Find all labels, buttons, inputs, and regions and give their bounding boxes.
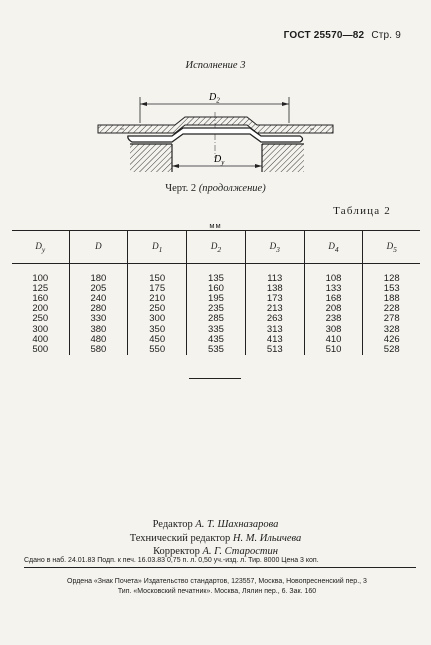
table-cell: 113	[245, 264, 304, 285]
table-cell: 413	[245, 335, 304, 345]
table-cell: 200	[32, 303, 49, 315]
printshop-line: Тип. «Московский печатник». Москва, Лялин пер., 6. Зак. 160	[117, 587, 317, 595]
table-cell: 380	[69, 324, 128, 334]
table-cell: 133	[304, 284, 363, 294]
gasket-section	[98, 117, 333, 142]
table-cell: 535	[187, 345, 246, 355]
page-header	[284, 30, 401, 41]
table-cell: 300	[128, 314, 187, 324]
credit-tech-editor: Технический редактор Н. М. Ильичева	[129, 532, 302, 544]
table-cell: 513	[245, 345, 304, 355]
credit-corrector: Корректор А. Г. Старостин	[153, 546, 278, 557]
table-cell: 168	[304, 294, 363, 304]
table-cell: 235	[187, 304, 246, 314]
table-cell: 308	[304, 324, 363, 334]
imprint-line: Сдано в наб. 24.01.83 Подп. к печ. 16.03.83 0,75 п. л. 0,50 уч.-изд. л. Тир. 8000 Цена 3 коп.	[24, 557, 416, 568]
table-cell: 510	[304, 345, 363, 355]
col-header: D	[69, 231, 128, 264]
table-cell: 160	[187, 284, 246, 294]
dimensions-table	[12, 230, 420, 355]
table-header-row	[12, 231, 420, 264]
table-cell: 180	[69, 264, 128, 285]
table-cell: 228	[363, 304, 420, 314]
table-cell: 263	[245, 314, 304, 324]
table-cell: 175	[128, 284, 187, 294]
table-cell: 250	[128, 304, 187, 314]
table-cell: 205	[69, 284, 128, 294]
table-cell: 285	[187, 314, 246, 324]
table-cell: 335	[187, 324, 246, 334]
table-cell: 108	[304, 264, 363, 285]
col-header: $D_1$	[128, 231, 187, 264]
table-cell: 213	[245, 304, 304, 314]
table-cell: 426	[363, 335, 420, 345]
table-cell: 208	[304, 304, 363, 314]
publisher-line: Ордена «Знак Почета» Издательство стандартов, 123557, Москва, Новопресненский пер., 3	[67, 578, 367, 585]
flange-drawing	[0, 78, 431, 180]
table-cell: 410	[304, 335, 363, 345]
table-cell: 580	[69, 345, 128, 355]
table-cell: 300	[32, 323, 49, 335]
table-title: Таблица 2	[333, 205, 391, 217]
table-cell: 313	[245, 324, 304, 334]
table-cell: 240	[69, 294, 128, 304]
table-cell: 435	[187, 335, 246, 345]
table-cell: 135	[187, 264, 246, 285]
table-cell: 238	[304, 314, 363, 324]
table-end-rule	[189, 378, 241, 379]
table-units: мм	[209, 221, 222, 230]
table-cell: 188	[363, 294, 420, 304]
table-cell: 210	[128, 294, 187, 304]
label-d2: $D_2$	[209, 92, 220, 105]
table-cell: 400	[32, 333, 49, 345]
table-cell: 550	[128, 345, 187, 355]
credits-block	[0, 518, 431, 559]
dimension-dy	[172, 154, 262, 168]
table-cell: 330	[69, 314, 128, 324]
label-dy: $D_y$	[214, 154, 225, 167]
table-cell: 278	[363, 314, 420, 324]
col-header: $D_2$	[187, 231, 246, 264]
table-cell: 160	[32, 293, 49, 305]
col-header: $D_5$	[363, 231, 420, 264]
table-cell: 153	[363, 284, 420, 294]
table-cell: 138	[245, 284, 304, 294]
printer-info	[20, 577, 414, 596]
col-header: $D_4$	[304, 231, 363, 264]
figure-variant-title: Исполнение 3	[185, 60, 246, 71]
table-cell: 280	[69, 304, 128, 314]
table-cell: 128	[363, 264, 420, 285]
table-row	[12, 345, 420, 355]
table-cell: 250	[32, 313, 49, 325]
table-cell: 480	[69, 335, 128, 345]
standard-number: ГОСТ 25570—82	[283, 30, 365, 41]
figure-caption: Черт. 2 (продолжение)	[165, 183, 266, 194]
table-cell: 173	[245, 294, 304, 304]
table-body	[12, 264, 420, 355]
table-cell: 528	[363, 345, 420, 355]
table-row	[12, 314, 420, 324]
credit-editor: Редактор А. Т. Шахназарова	[152, 519, 279, 530]
table-cell: 500	[32, 343, 49, 355]
page-number: Стр. 9	[371, 30, 401, 41]
table-cell: 100	[32, 273, 49, 285]
table-cell: 450	[128, 335, 187, 345]
table-cell: 195	[187, 294, 246, 304]
table-cell: 125	[32, 283, 49, 295]
table-cell: 328	[363, 324, 420, 334]
col-header: $D_y$	[12, 231, 69, 264]
col-header: $D_3$	[245, 231, 304, 264]
table-cell: 150	[128, 264, 187, 285]
table-row	[12, 264, 420, 285]
table-cell: 350	[128, 324, 187, 334]
